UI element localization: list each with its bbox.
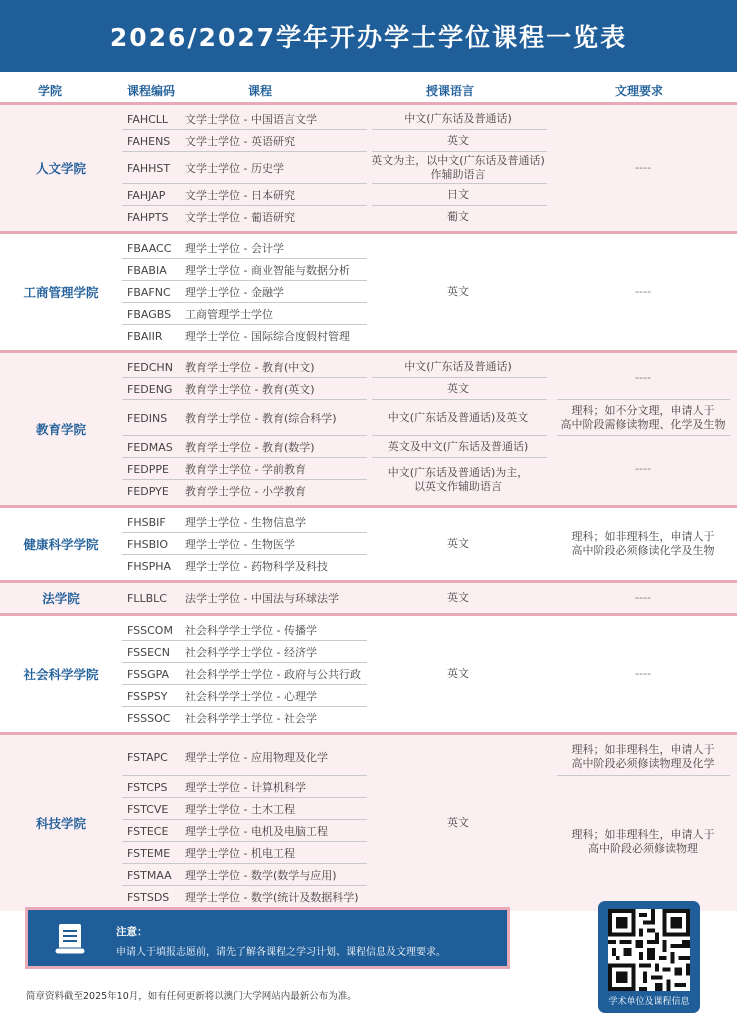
header-programme: 课程	[248, 84, 273, 98]
course-code: FAHHST	[127, 161, 171, 175]
course-code: FBAGBS	[127, 307, 172, 321]
subject-requirement: ----	[635, 284, 651, 298]
teaching-language: 英文	[447, 815, 469, 829]
page-title: 2026/2027学年开办学士学位课程一览表	[0, 0, 737, 72]
subject-requirement: ----	[635, 160, 651, 174]
programme-name: 理学士学位 - 国际综合度假村管理	[185, 330, 350, 343]
programme-name: 教育学士学位 - 小学教育	[185, 485, 306, 498]
faculty-section	[0, 508, 737, 580]
faculty-name: 教育学院	[35, 422, 86, 437]
programme-name: 理学士学位 - 药物科学及科技	[185, 560, 328, 573]
notice-box	[25, 907, 510, 969]
teaching-language: 英文	[447, 666, 469, 680]
teaching-language: 英文	[447, 284, 469, 298]
programme-name: 文学士学位 - 日本研究	[185, 189, 295, 202]
course-code: FEDINS	[127, 411, 168, 425]
programme-name: 法学士学位 - 中国法与环球法学	[185, 592, 339, 605]
faculty-section	[0, 616, 737, 732]
faculty-name: 工商管理学院	[23, 285, 99, 300]
programme-name: 理学士学位 - 电机及电脑工程	[185, 825, 328, 838]
course-code: FBAFNC	[127, 285, 171, 299]
course-code: FEDENG	[127, 382, 173, 396]
course-code: FSSCOM	[127, 623, 173, 637]
qr-panel[interactable]	[598, 901, 700, 1013]
faculty-name: 人文学院	[35, 161, 86, 176]
faculty-name: 法学院	[42, 591, 80, 606]
programme-name: 理学士学位 - 土木工程	[185, 803, 295, 816]
course-code: FHSPHA	[127, 559, 172, 573]
course-code: FHSBIO	[127, 537, 169, 551]
faculty-section	[0, 735, 737, 911]
faculty-name: 科技学院	[35, 816, 86, 831]
programme-table	[0, 105, 737, 911]
faculty-section	[0, 105, 737, 231]
teaching-language: 英文	[447, 381, 469, 395]
qr-label: 学术单位及课程信息	[608, 997, 690, 1007]
teaching-language: 中文(广东话及普通话)及英文	[387, 410, 529, 424]
programme-name: 理学士学位 - 会计学	[185, 242, 284, 255]
faculty-section	[0, 583, 737, 613]
course-code: FSTSDS	[127, 890, 170, 904]
document-scroll-icon	[53, 920, 91, 958]
teaching-language: 中文(广东话及普通话)	[404, 111, 512, 125]
faculty-name: 社会科学学院	[23, 667, 99, 682]
programme-name: 理学士学位 - 应用物理及化学	[185, 751, 328, 764]
programme-name: 理学士学位 - 数学(统计及数据科学)	[185, 891, 359, 904]
course-code: FSSPSY	[127, 689, 168, 703]
course-code: FSSSOC	[127, 711, 171, 725]
course-code: FBABIA	[127, 263, 167, 277]
programme-name: 理学士学位 - 商业智能与数据分析	[185, 264, 350, 277]
header-faculty: 学院	[38, 84, 63, 98]
teaching-language: 英文及中文(广东话及普通话)	[387, 439, 529, 453]
qr-code-icon[interactable]	[608, 909, 690, 991]
course-code: FSSECN	[127, 645, 170, 659]
course-code: FEDPPE	[127, 462, 169, 476]
table-header	[0, 78, 737, 100]
course-code: FSTCVE	[127, 802, 169, 816]
programme-name: 工商管理学士学位	[185, 308, 273, 321]
course-code: FAHJAP	[127, 188, 166, 202]
course-code: FBAIIR	[127, 329, 163, 343]
course-code: FEDMAS	[127, 440, 173, 454]
subject-requirement: ----	[635, 666, 651, 680]
teaching-language: 中文(广东话及普通话)为主， 以英文作辅助语言	[387, 465, 529, 493]
course-code: FHSBIF	[127, 515, 166, 529]
course-code: FSTAPC	[127, 750, 168, 764]
programme-name: 理学士学位 - 金融学	[185, 286, 284, 299]
programme-name: 理学士学位 - 生物医学	[185, 538, 295, 551]
programme-name: 文学士学位 - 英语研究	[185, 135, 295, 148]
teaching-language: 英文为主，以中文(广东话及普通话) 作辅助语言	[371, 153, 545, 181]
programme-name: 教育学士学位 - 学前教育	[185, 463, 306, 476]
course-code: FEDCHN	[127, 360, 173, 374]
subject-requirement: ----	[635, 370, 651, 384]
course-code: FSTMAA	[127, 868, 172, 882]
faculty-section	[0, 353, 737, 505]
subject-requirement: 理科；如非理科生，申请人于 高中阶段必须修读物理	[571, 827, 715, 855]
teaching-language: 葡文	[447, 209, 469, 223]
teaching-language: 中文(广东话及普通话)	[404, 359, 512, 373]
programme-name: 理学士学位 - 数学(数学与应用)	[185, 869, 337, 882]
programme-name: 文学士学位 - 历史学	[185, 162, 284, 175]
course-code: FSTEME	[127, 846, 171, 860]
subject-requirement: 理科；如非理科生，申请人于 高中阶段必须修读物理及化学	[571, 742, 715, 770]
programme-name: 理学士学位 - 机电工程	[185, 847, 295, 860]
subject-requirement: 理科；如非理科生，申请人于 高中阶段必须修读化学及生物	[571, 529, 715, 557]
course-code: FSSGPA	[127, 667, 170, 681]
teaching-language: 英文	[447, 536, 469, 550]
course-code: FAHPTS	[127, 210, 169, 224]
header-requirement: 文理要求	[615, 84, 664, 98]
programme-name: 教育学士学位 - 教育(数学)	[185, 441, 315, 454]
header-language: 授课语言	[426, 84, 475, 98]
programme-name: 社会科学学士学位 - 社会学	[185, 712, 317, 725]
faculty-section	[0, 234, 737, 350]
faculty-name: 健康科学学院	[23, 537, 99, 552]
notice-title: 注意：	[116, 926, 148, 938]
course-code: FSTCPS	[127, 780, 168, 794]
subject-requirement: ----	[635, 590, 651, 604]
teaching-language: 英文	[447, 590, 469, 604]
teaching-language: 日文	[447, 187, 469, 201]
course-code: FBAACC	[127, 241, 172, 255]
teaching-language: 英文	[447, 133, 469, 147]
course-code: FEDPYE	[127, 484, 169, 498]
notice-text: 申请人于填报志愿前，请先了解各课程之学习计划、课程信息及文理要求。	[116, 947, 446, 958]
programme-name: 社会科学学士学位 - 经济学	[185, 646, 317, 659]
subject-requirement: 理科；如不分文理，申请人于 高中阶段需修读物理、化学及生物	[560, 403, 726, 431]
header-code: 课程编码	[127, 84, 176, 98]
programme-name: 文学士学位 - 葡语研究	[185, 211, 295, 224]
programme-name: 文学士学位 - 中国语言文学	[185, 113, 317, 126]
course-code: FSTECE	[127, 824, 169, 838]
footnote: 简章资料截至2025年10月，如有任何更新将以澳门大学网站内最新公布为准。	[26, 991, 357, 1002]
course-code: FLLBLC	[127, 591, 167, 605]
programme-name: 社会科学学士学位 - 政府与公共行政	[185, 668, 361, 681]
programme-name: 教育学士学位 - 教育(中文)	[185, 361, 315, 374]
programme-name: 理学士学位 - 计算机科学	[185, 781, 306, 794]
course-code: FAHENS	[127, 134, 171, 148]
programme-name: 社会科学学士学位 - 传播学	[185, 624, 317, 637]
programme-name: 教育学士学位 - 教育(综合科学)	[185, 412, 337, 425]
programme-name: 理学士学位 - 生物信息学	[185, 516, 306, 529]
subject-requirement: ----	[635, 461, 651, 475]
programme-name: 教育学士学位 - 教育(英文)	[185, 383, 315, 396]
programme-name: 社会科学学士学位 - 心理学	[185, 690, 317, 703]
course-code: FAHCLL	[127, 112, 169, 126]
